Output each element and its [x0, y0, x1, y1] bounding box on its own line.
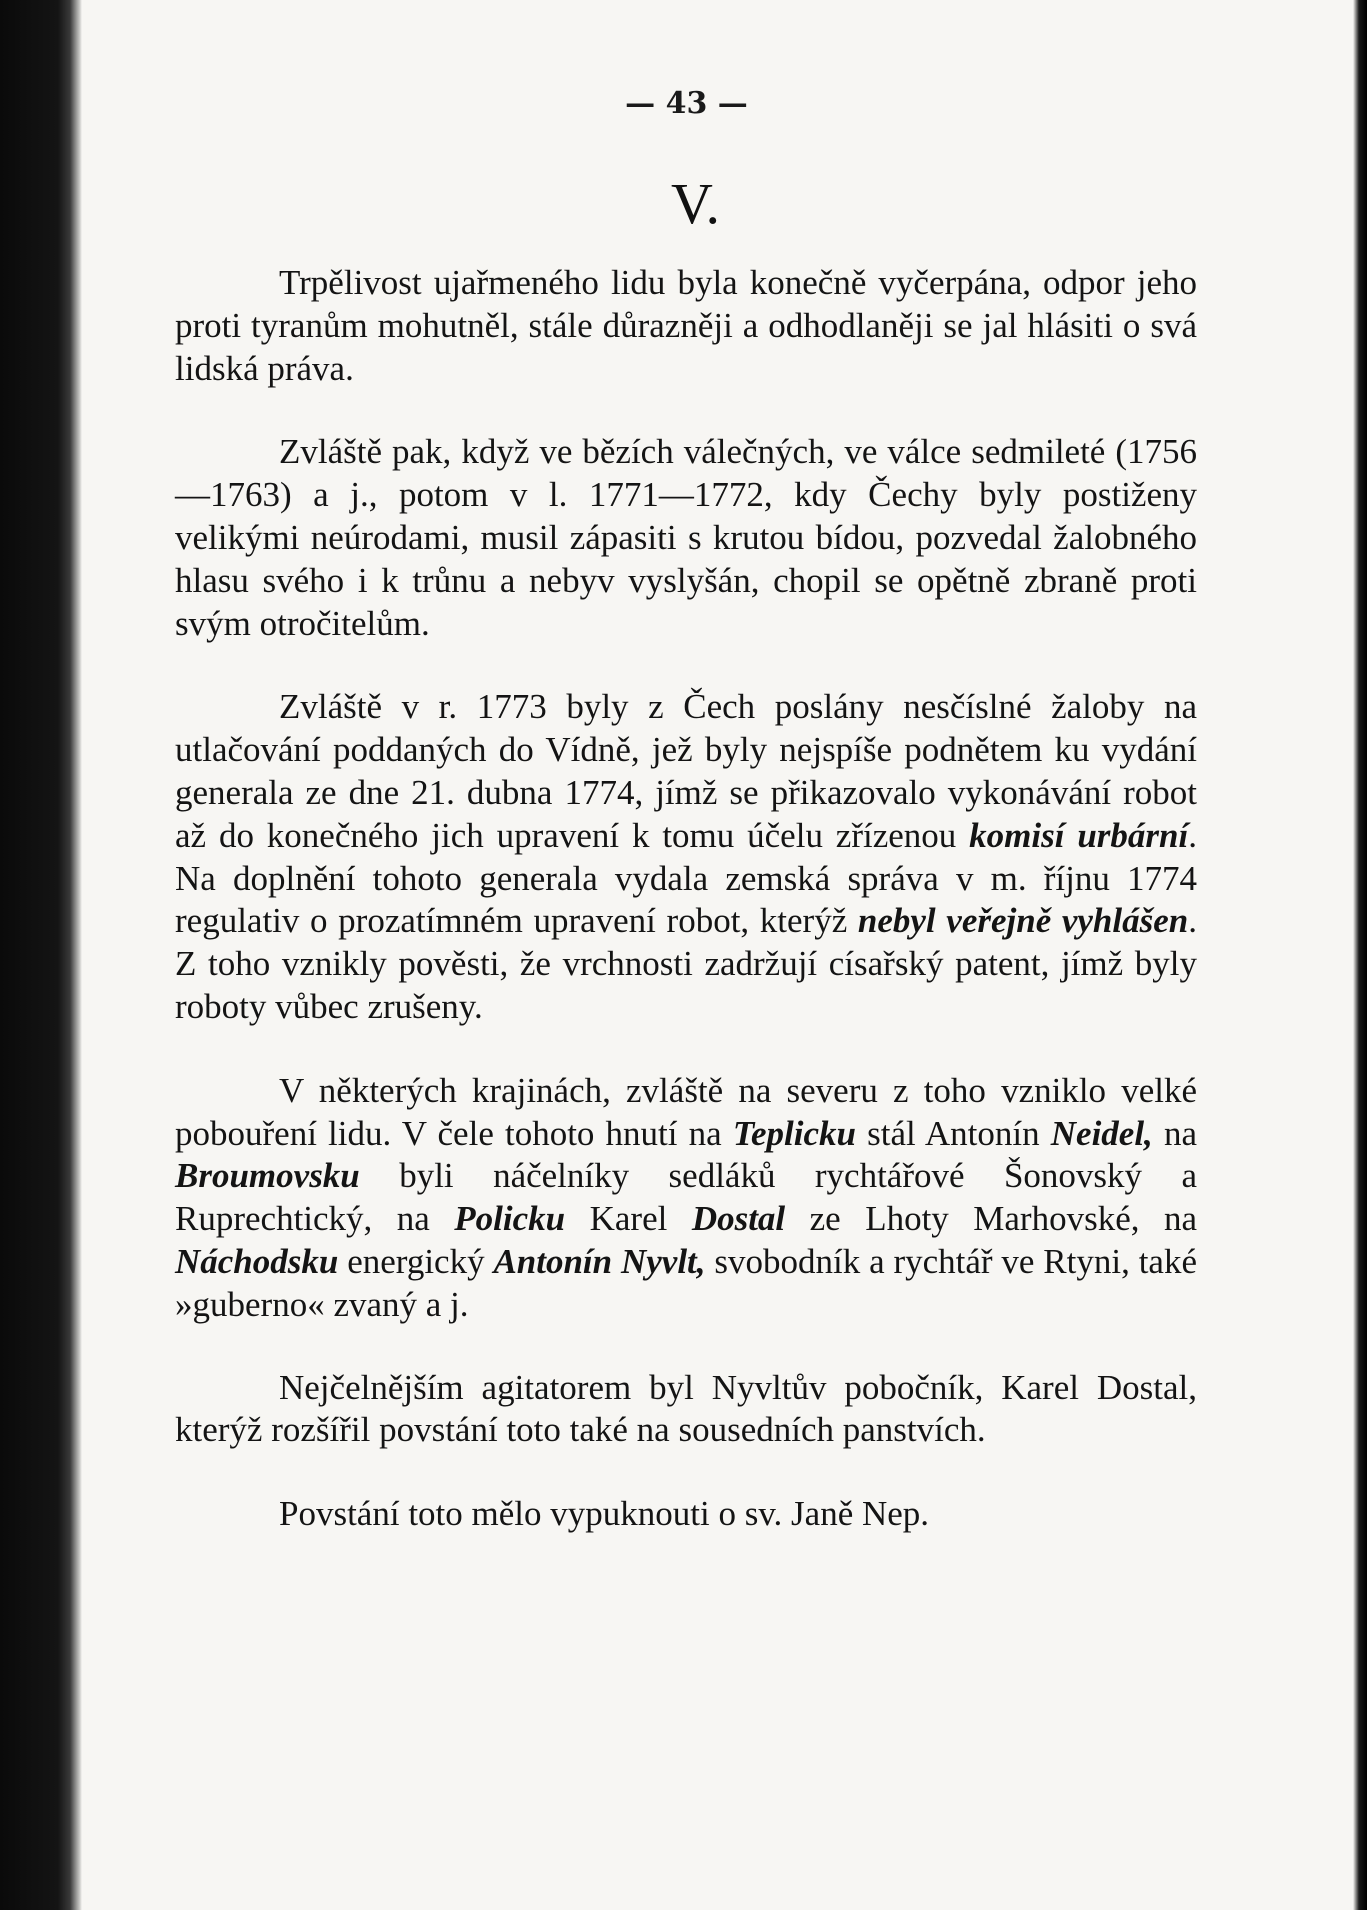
paragraph-1: Trpělivost ujařmeného lidu byla konečně vyčerpána, odpor jeho proti tyranům mohutněl, stále důrazněji a odhodlaněji se jal hlásiti o svá lidská práva. — [175, 263, 1197, 388]
page-edge-shadow — [1353, 0, 1367, 1910]
paragraph-3-text-3: . Z toho vznikly pověsti, že vrchnosti zadržují císařský patent, jímž byly roboty vůbec zrušeny. — [175, 901, 1197, 1026]
book-gutter-shadow — [0, 0, 82, 1910]
paragraph-4-text-2: stál Antonín — [855, 1113, 1051, 1153]
emphasis-neidel: Neidel, — [1050, 1113, 1153, 1153]
paragraph-2: Zvláště pak, když ve bězích válečných, ve válce sedmileté (1756—1763) a j., potom v l. 1771—1772, kdy Čechy byly postiženy velikými neúrodami, musil zápasiti s krutou bídou, pozvedal žalobného hlasu svého i k trůnu a nebyv vyslyšán, chopil se opětně zbraně proti svým otročitelům. — [175, 432, 1197, 643]
paragraph-4 — [175, 1070, 1197, 1327]
paragraph-3 — [175, 686, 1197, 1028]
paragraph-4-text-6: ze Lhoty Marhovské, na — [785, 1199, 1197, 1239]
paragraph-4-text-4: byli náčelníky sedláků rychtářové Šonovský a Ruprechtický, na — [175, 1156, 1197, 1239]
emphasis-nebyl-verejne-vyhlasen: nebyl veřejně vyhlášen — [857, 901, 1189, 941]
emphasis-komisi-urbarni: komisí urbární — [969, 815, 1189, 855]
paragraph-4-text-3: na — [1152, 1113, 1197, 1153]
paragraph-4-text-1: V některých krajinách, zvláště na severu z toho vzniklo velké pobouření lidu. V čele tohoto hnutí na — [175, 1070, 1197, 1153]
emphasis-antonin-nyvlt: Antonín Nyvlt, — [493, 1241, 706, 1281]
paragraph-3-text-1: Zvláště v r. 1773 byly z Čech poslány nesčíslné žaloby na utlačování poddaných do Vídně, jež byly nejspíše podnětem ku vydání generala ze dne 21. dubna 1774, jímž se přikazovalo vykonávání robot až do konečného jich upravení k tomu účelu zřízenou — [175, 687, 1197, 855]
chapter-title: V. — [671, 171, 720, 236]
paragraph-4-text-8: svobodník a rychtář ve Rtyni, také »guberno« zvaný a j. — [175, 1241, 1198, 1324]
emphasis-policku: Policku — [454, 1199, 566, 1239]
paragraph-4-text-7: energický — [338, 1241, 494, 1281]
emphasis-dostal: Dostal — [691, 1199, 786, 1239]
paragraph-4-text-5: Karel — [565, 1199, 692, 1239]
paragraph-3-text-2: . Na doplnění tohoto generala vydala zemská správa v m. říjnu 1774 regulativ o prozatímném upravení robot, kterýž — [175, 815, 1197, 941]
emphasis-teplicku: Teplicku — [732, 1113, 856, 1153]
emphasis-nachodsku: Náchodsku — [175, 1241, 339, 1281]
page-number: — 43 — — [625, 86, 748, 121]
paragraph-5: Nejčelnějším agitatorem byl Nyvltův pobočník, Karel Dostal, kterýž rozšířil povstání toto také na sousedních panstvích. — [175, 1367, 1197, 1450]
emphasis-broumovsku: Broumovsku — [175, 1156, 360, 1196]
paragraph-6: Povstání toto mělo vypuknouti o sv. Janě Nep. — [279, 1494, 930, 1534]
body-text — [175, 262, 1197, 1536]
